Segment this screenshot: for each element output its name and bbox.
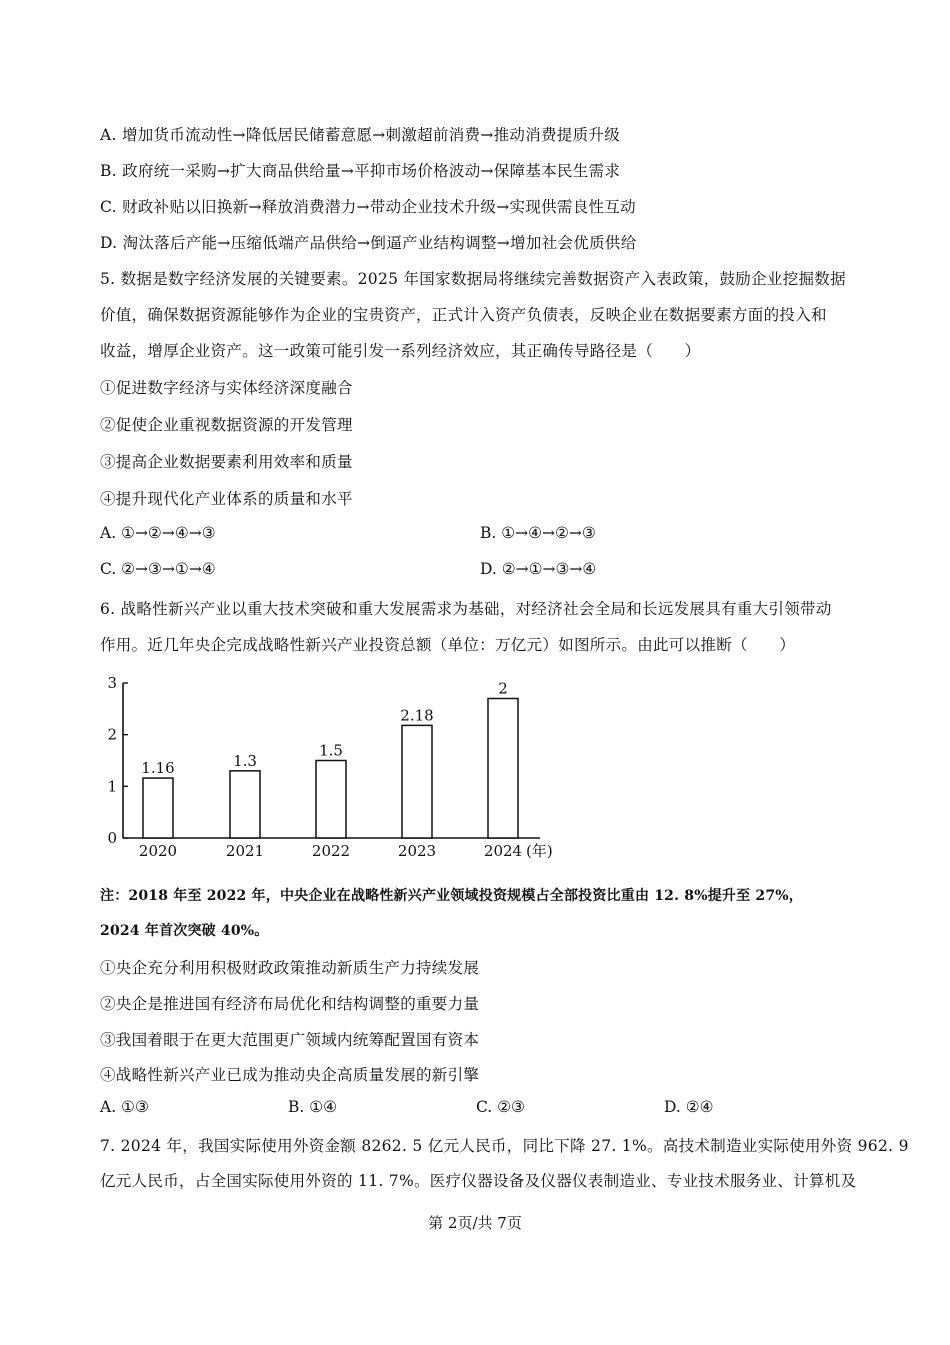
bar-2022	[316, 761, 346, 839]
q6-item-1: ①央企充分利用积极财政政策推动新质生产力持续发展	[100, 959, 480, 977]
q5-option-d: D. ②→①→③→④	[480, 560, 597, 578]
chart-bars	[143, 699, 518, 839]
q5-option-a: A. ①→②→④→③	[100, 524, 216, 542]
q6-stem-line-1: 6. 战略性新兴产业以重大技术突破和重大发展需求为基础，对经济社会全局和长远发展具有重大引领带动	[100, 600, 832, 618]
data-label-2024: 2	[498, 679, 508, 698]
q6-note-line-1: 注：2018 年至 2022 年，中央企业在战略性新兴产业领域投资规模占全部投资比重由 12. 8%提升至 27%，	[100, 888, 803, 904]
x-tick-label-2022: 2022	[311, 842, 351, 860]
q5-item-3: ③提高企业数据要素利用效率和质量	[100, 453, 353, 471]
q5-stem-line-3: 收益，增厚企业资产。这一政策可能引发一系列经济效应，其正确传导路径是（ ）	[100, 342, 701, 360]
y-tick-label: 1	[107, 777, 117, 796]
q4-option-a: A. 增加货币流动性→降低居民储蓄意愿→刺激超前消费→推动消费提质升级	[100, 126, 621, 144]
page-footer: 第 2页/共 7页	[428, 1214, 522, 1232]
q5-item-4: ④提升现代化产业体系的质量和水平	[100, 490, 353, 508]
x-tick-label-2021: 2021	[225, 842, 265, 860]
q6-option-c: C. ②③	[476, 1098, 525, 1116]
q6-option-b: B. ①④	[288, 1098, 338, 1116]
q6-note-line-2: 2024 年首次突破 40%。	[100, 923, 269, 939]
q6-options-row	[100, 1098, 860, 1116]
q5-option-c: C. ②→③→①→④	[100, 560, 216, 578]
q5-item-1: ①促进数字经济与实体经济深度融合	[100, 379, 353, 397]
q7-stem-line-1: 7. 2024 年，我国实际使用外资金额 8262. 5 亿元人民币，同比下降 27. 1%。高技术制造业实际使用外资 962. 9	[100, 1137, 909, 1155]
x-tick-label-2020: 2020	[138, 842, 178, 860]
bar-2020	[143, 778, 173, 838]
x-tick-label-2023: 2023	[397, 842, 437, 860]
y-tick-label: 0	[107, 829, 117, 847]
q6-option-a: A. ①③	[100, 1098, 149, 1116]
q5-options-row-2	[100, 560, 860, 578]
q5-options-row-1	[100, 524, 860, 542]
q5-option-b: B. ①→④→②→③	[480, 524, 596, 542]
q7-stem-line-2: 亿元人民币，占全国实际使用外资的 11. 7%。医疗仪器设备及仪器仪表制造业、专业技术服务业、计算机及	[100, 1172, 857, 1190]
q4-option-b: B. 政府统一采购→扩大商品供给量→平抑市场价格波动→保障基本民生需求	[100, 162, 621, 180]
bar-2024	[488, 699, 518, 839]
data-label-2020: 1.16	[141, 759, 175, 778]
q6-option-d: D. ②④	[664, 1098, 714, 1116]
q6-item-4: ④战略性新兴产业已成为推动央企高质量发展的新引擎	[100, 1066, 480, 1084]
bar-2021	[230, 771, 260, 838]
bar-2023	[402, 725, 432, 838]
q5-stem-line-2: 价值，确保数据资源能够作为企业的宝贵资产，正式计入资产负债表，反映企业在数据要素方面的投入和	[100, 306, 827, 324]
q5-item-2: ②促使企业重视数据资源的开发管理	[100, 416, 353, 434]
x-tick-label-2024: 2024	[483, 842, 523, 860]
q6-item-2: ②央企是推进国有经济布局优化和结构调整的重要力量	[100, 995, 480, 1013]
investment-bar-chart	[100, 672, 570, 867]
y-tick-label: 2	[107, 725, 117, 744]
data-label-2023: 2.18	[400, 706, 434, 725]
q4-option-c: C. 财政补贴以旧换新→释放消费潜力→带动企业技术升级→实现供需良性互动	[100, 198, 636, 216]
y-tick-label: 3	[107, 674, 117, 692]
x-unit-label: (年)	[526, 842, 553, 860]
q6-item-3: ③我国着眼于在更大范围更广领域内统筹配置国有资本	[100, 1031, 480, 1049]
q6-stem-line-2: 作用。近几年央企完成战略性新兴产业投资总额（单位：万亿元）如图所示。由此可以推断（ ）	[100, 636, 796, 654]
data-label-2022: 1.5	[319, 741, 343, 760]
q4-option-d: D. 淘汰落后产能→压缩低端产品供给→倒逼产业结构调整→增加社会优质供给	[100, 234, 637, 252]
data-label-2021: 1.3	[233, 751, 257, 770]
q5-stem-line-1: 5. 数据是数字经济发展的关键要素。2025 年国家数据局将继续完善数据资产入表政策，鼓励企业挖掘数据	[100, 270, 846, 288]
